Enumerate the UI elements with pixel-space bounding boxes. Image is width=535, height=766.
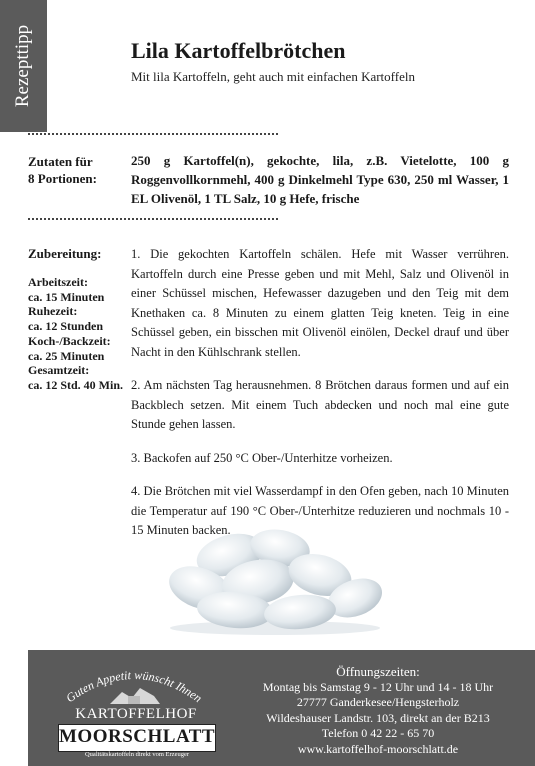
ingredients-label: Zutaten für 8 Portionen: [28,154,97,186]
recipe-tip-label: Rezepttipp [12,24,33,108]
step-4: 4. Die Brötchen mit viel Wasserdampf in den Ofen geben, nach 10 Minuten die Temperatur auf 190 °C Ober-/Unterhitze reduzieren und nochmals 10 - 15 Minuten backen. [131,484,509,537]
ingredients-text: 250 g Kartoffel(n), gekochte, lila, z.B. Vietelotte, 100 g Roggenvollkornmehl, 400 g Dinkelmehl Type 630, 250 ml Wasser, 1 EL Olivenöl, 1 TL Salz, 10 g Hefe, frische [131,153,509,206]
address-line-2: Wildeshauser Landstr. 103, direkt an der B213 [266,710,490,725]
footer [28,650,535,766]
potatoes-image [160,520,390,635]
recipe-subtitle: Mit lila Kartoffeln, geht auch mit einfachen Kartoffeln [131,69,415,84]
brand-tagline: Qualitätskartoffeln direkt vom Erzeuger [84,751,190,758]
website-link[interactable]: www.kartoffelhof-moorschlatt.de [297,741,459,756]
brand-box [58,724,216,752]
dotted-divider-middle [28,218,278,220]
time-line: Koch-/Backzeit: [28,333,111,348]
time-line: Gesamtzeit: [28,363,90,378]
time-line: ca. 12 Std. 40 Min. [28,377,124,392]
time-line: ca. 15 Minuten [28,289,105,304]
recipe-title: Lila Kartoffelbrötchen [131,38,346,63]
slogan-text: Guten Appetit wünscht Ihnen [63,667,205,706]
phone-number: Telefon 0 42 22 - 65 70 [321,726,435,740]
preparation-steps [131,245,509,555]
time-line: ca. 25 Minuten [28,348,105,363]
brand-main: MOORSCHLATT [59,726,216,747]
time-line: Arbeitszeit: [28,275,88,289]
hours-title: Öffnungszeiten: [336,664,420,679]
time-line: Ruhezeit: [28,304,78,319]
recipe-tip-tab [0,0,47,132]
dotted-divider-top [28,133,278,135]
farm-logo [34,658,224,760]
contact-info [243,664,513,757]
step-2: 2. Am nächsten Tag herausnehmen. 8 Brötchen daraus formen und auf ein Backblech setzen. Mit einem Tuch abdecken und noch mal eine gute Stunde gehen lassen. [131,378,509,431]
preparation-label: Zubereitung: [28,246,102,261]
time-info [28,275,128,393]
step-1: 1. Die gekochten Kartoffeln schälen. Hefe mit Wasser verrühren. Kartoffeln durch eine Presse geben und mit Mehl, Salz und Olivenöl in einer Schüssel mischen, Hefewasser dazugeben und den Teig mit dem Knethaken ca. 8 Minuten zu einem glatten Teig kneten. Teig in eine Schüssel geben, ein bisschen mit Olivenöl einölen, Deckel drauf und über Nacht in den Kühlschrank stellen. [131,247,509,359]
hours-text: Montag bis Samstag 9 - 12 Uhr und 14 - 18 Uhr [262,679,494,694]
address-line-1: 27777 Ganderkesee/Hengsterholz [296,695,460,709]
step-3: 3. Backofen auf 250 °C Ober-/Unterhitze vorheizen. [131,450,393,465]
time-line: ca. 12 Stunden [28,319,104,334]
brand-top: KARTOFFELHOF [75,706,197,722]
